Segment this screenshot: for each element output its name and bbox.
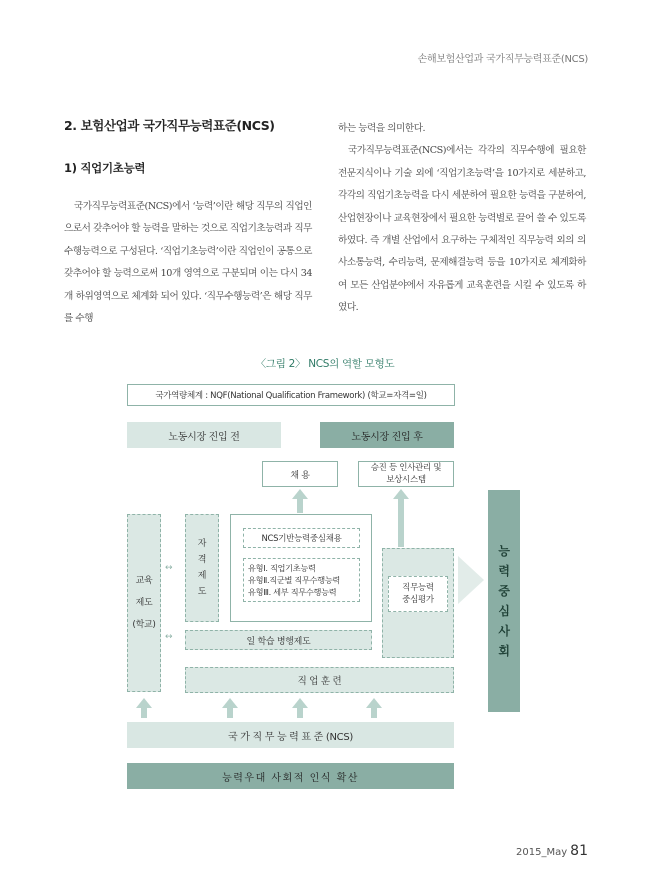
page-footer [516, 843, 588, 859]
education-label-2: 제도 [135, 598, 153, 608]
after-labor-market-bar: 노동시장 진입 후 [320, 422, 454, 448]
up-arrow-icon [393, 489, 409, 499]
job-evaluation-line-2: 중심평가 [402, 595, 434, 605]
hiring-types-box [243, 558, 360, 602]
arrow-shaft [297, 708, 303, 718]
up-arrow-icon [292, 698, 308, 708]
work-study-box: 일 학습 병행제도 [185, 630, 372, 650]
awareness-bar: 능력우대 사회적 인식 확산 [127, 763, 454, 789]
society-char: 능 [498, 544, 510, 558]
hiring-box: 채 용 [262, 461, 338, 487]
double-arrow-icon: ↔ [165, 563, 173, 573]
arrow-shaft [398, 499, 404, 547]
society-char: 사 [498, 624, 510, 638]
promotion-box [358, 461, 454, 487]
type-2: 유형Ⅱ.직군별 직무수행능력 [248, 575, 341, 585]
right-paragraph: 국가직무능력표준(NCS)에서는 각각의 직무수행에 필요한 전문지식이나 기술 외에 ‘직업기초능력’을 10가지로 세분하고, 각각의 직업기초능력을 다시 세분하여 필요한 능력을 구분하여, 산업현장이나 교육현장에서 필요한 능력별로 끌어 쓸 수 있도록 하였다. 즉 개별 산업에서 요구하는 구체적인 직무능력 외의 의사소통능력, 수리능력, 문제해결능력 등을 10가지로 체계화하여 모든 산업분야에서 자유롭게 교육훈련을 시킬 수 있도록 하였다. [338, 145, 586, 314]
issue-label: 2015_May [516, 847, 568, 858]
arrow-shaft [371, 708, 377, 718]
right-paragraph-continuation: 하는 능력을 의미한다. [338, 123, 426, 134]
competency-society-bar [488, 490, 520, 712]
running-head: 손해보험산업과 국가직무능력표준(NCS) [417, 54, 588, 65]
society-char: 회 [498, 644, 510, 658]
ncs-hiring-box: NCS기반능력중심채용 [243, 528, 360, 548]
before-labor-market-bar: 노동시장 진입 전 [127, 422, 281, 448]
section-heading: 2. 보험산업과 국가직무능력표준(NCS) [64, 118, 275, 133]
arrow-shaft [227, 708, 233, 718]
education-system-box [127, 514, 161, 692]
qualification-char: 제 [197, 571, 207, 581]
up-arrow-icon [222, 698, 238, 708]
arrow-shaft [141, 708, 147, 718]
promotion-line-2: 보상시스템 [386, 475, 426, 485]
nqf-box: 국가역량체계 : NQF(National Qualification Framework) (학교=자격=일) [127, 384, 455, 406]
figure-caption: 〈그림 2〉 NCS의 역할 모형도 [255, 358, 395, 370]
qualification-char: 도 [197, 587, 207, 597]
double-arrow-icon: ↔ [165, 632, 173, 642]
type-3: 유형Ⅲ. 세부 직무수행능력 [248, 587, 337, 597]
society-char: 중 [498, 584, 510, 598]
type-1: 유형Ⅰ. 직업기초능력 [248, 563, 316, 573]
up-arrow-icon [292, 489, 308, 499]
job-evaluation-box [388, 576, 448, 612]
promotion-line-1: 승진 등 인사관리 및 [370, 463, 442, 473]
education-label-1: 교육 [135, 576, 153, 586]
subsection-heading: 1) 직업기초능력 [64, 161, 146, 175]
right-column [338, 118, 586, 320]
left-paragraph: 국가직무능력표준(NCS)에서 ‘능력’이란 해당 직무의 직업인으로서 갖추어야 할 능력을 말하는 것으로 직업기초능력과 직무수행능력으로 구성된다. ‘직업기초능력’이란 직업인이 공통으로 갖추어야 할 능력으로써 10개 영역으로 구분되며 이는 다시 34개 하위영역으로 체계화 되어 있다. ‘직무수행능력’은 해당 직무를 수행 [64, 201, 312, 325]
job-evaluation-line-1: 직무능력 [402, 583, 434, 593]
right-arrow-icon [458, 556, 484, 604]
page-number: 81 [570, 843, 588, 859]
qualification-char: 격 [197, 555, 207, 565]
society-char: 력 [498, 564, 510, 578]
left-column [64, 118, 312, 330]
qualification-system-box [185, 514, 219, 622]
vocational-training-box: 직 업 훈 련 [185, 667, 454, 693]
up-arrow-icon [136, 698, 152, 708]
arrow-shaft [297, 499, 303, 513]
education-label-3: (학교) [132, 620, 156, 630]
ncs-standard-bar: 국 가 직 무 능 력 표 준 (NCS) [127, 722, 454, 748]
qualification-char: 자 [197, 539, 207, 549]
society-char: 심 [498, 604, 510, 618]
up-arrow-icon [366, 698, 382, 708]
